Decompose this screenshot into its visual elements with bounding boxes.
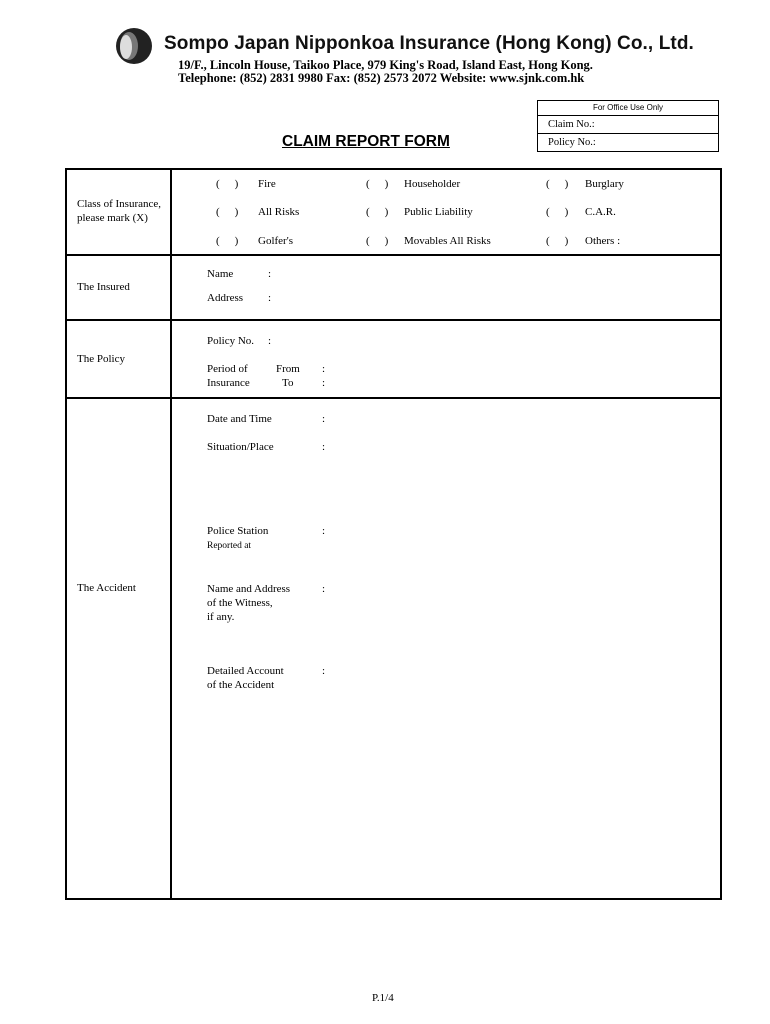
colon: :	[268, 268, 272, 280]
company-logo-icon	[114, 26, 154, 66]
option-label: Householder	[404, 178, 461, 190]
page-number: P.1/4	[372, 992, 394, 1004]
checkbox-public-liability[interactable]: ( )	[366, 206, 389, 218]
detail-label-line2: of the Accident	[207, 679, 275, 691]
option-label: Movables All Risks	[404, 235, 491, 247]
checkbox-others[interactable]: ( )	[546, 235, 569, 247]
witness-label-line3: if any.	[207, 611, 235, 623]
situation-field[interactable]	[334, 437, 710, 507]
detail-label-line1: Detailed Account	[207, 665, 284, 677]
colon: :	[322, 377, 326, 389]
company-contact: Telephone: (852) 2831 9980 Fax: (852) 2573 2072 Website: www.sjnk.com.hk	[178, 71, 585, 85]
to-label: To	[282, 377, 294, 389]
colon: :	[322, 525, 326, 537]
table-divider	[170, 168, 172, 898]
option-label: Fire	[258, 178, 276, 190]
insured-name-label: Name	[207, 268, 234, 280]
period-label-line2: Insurance	[207, 377, 250, 389]
colon: :	[322, 583, 326, 595]
insured-address-label: Address	[207, 292, 244, 304]
colon: :	[322, 413, 326, 425]
row-divider	[65, 319, 720, 321]
claim-no-field[interactable]: Claim No.:	[548, 119, 595, 130]
option-label: Others :	[585, 235, 621, 247]
witness-label-line1: Name and Address	[207, 583, 291, 595]
colon: :	[268, 335, 272, 347]
policy-no-field[interactable]: Policy No.:	[538, 133, 718, 151]
checkbox-burglary[interactable]: ( )	[546, 178, 569, 190]
row-divider	[65, 397, 720, 399]
reported-at-label: Reported at	[207, 541, 252, 551]
date-time-field[interactable]	[334, 409, 710, 427]
date-time-label: Date and Time	[207, 413, 272, 425]
option-label: C.A.R.	[585, 206, 616, 218]
insured-name-field[interactable]	[280, 264, 710, 282]
period-to-field[interactable]	[334, 374, 710, 390]
option-label: Public Liability	[404, 206, 473, 218]
colon: :	[268, 292, 272, 304]
office-use-box	[537, 100, 719, 152]
police-station-field[interactable]	[334, 521, 710, 557]
policy-no-label: Policy No.	[207, 335, 255, 347]
form-title: CLAIM REPORT FORM	[282, 133, 450, 150]
row-divider	[65, 254, 720, 256]
insured-label: The Insured	[77, 281, 130, 293]
accident-label: The Accident	[77, 582, 136, 594]
checkbox-movables[interactable]: ( )	[366, 235, 389, 247]
policy-label: The Policy	[77, 353, 125, 365]
checkbox-householder[interactable]: ( )	[366, 178, 389, 190]
option-label: All Risks	[258, 206, 300, 218]
class-label-line1: Class of Insurance,	[77, 198, 162, 210]
company-address: 19/F., Lincoln House, Taikoo Place, 979 King's Road, Island East, Hong Kong.	[178, 58, 593, 72]
colon: :	[322, 363, 326, 375]
company-name: Sompo Japan Nipponkoa Insurance (Hong Kong) Co., Ltd.	[164, 33, 694, 54]
colon: :	[322, 665, 326, 677]
colon: :	[322, 441, 326, 453]
checkbox-car[interactable]: ( )	[546, 206, 569, 218]
class-label-line2: please mark (X)	[77, 212, 148, 224]
option-label: Burglary	[585, 178, 624, 190]
police-station-label: Police Station	[207, 525, 269, 537]
period-label-line1: Period of	[207, 363, 248, 375]
situation-label: Situation/Place	[207, 441, 274, 453]
insured-address-field[interactable]	[280, 288, 710, 312]
policy-no-input[interactable]	[280, 331, 710, 349]
checkbox-all-risks[interactable]: ( )	[216, 206, 239, 218]
checkbox-golfers[interactable]: ( )	[216, 235, 239, 247]
witness-field[interactable]	[334, 579, 710, 639]
option-label: Golfer's	[258, 235, 293, 247]
office-use-header: For Office Use Only	[538, 101, 718, 116]
detailed-account-field[interactable]	[334, 661, 710, 886]
from-label: From	[276, 363, 300, 375]
witness-label-line2: of the Witness,	[207, 597, 273, 609]
checkbox-fire[interactable]: ( )	[216, 178, 239, 190]
